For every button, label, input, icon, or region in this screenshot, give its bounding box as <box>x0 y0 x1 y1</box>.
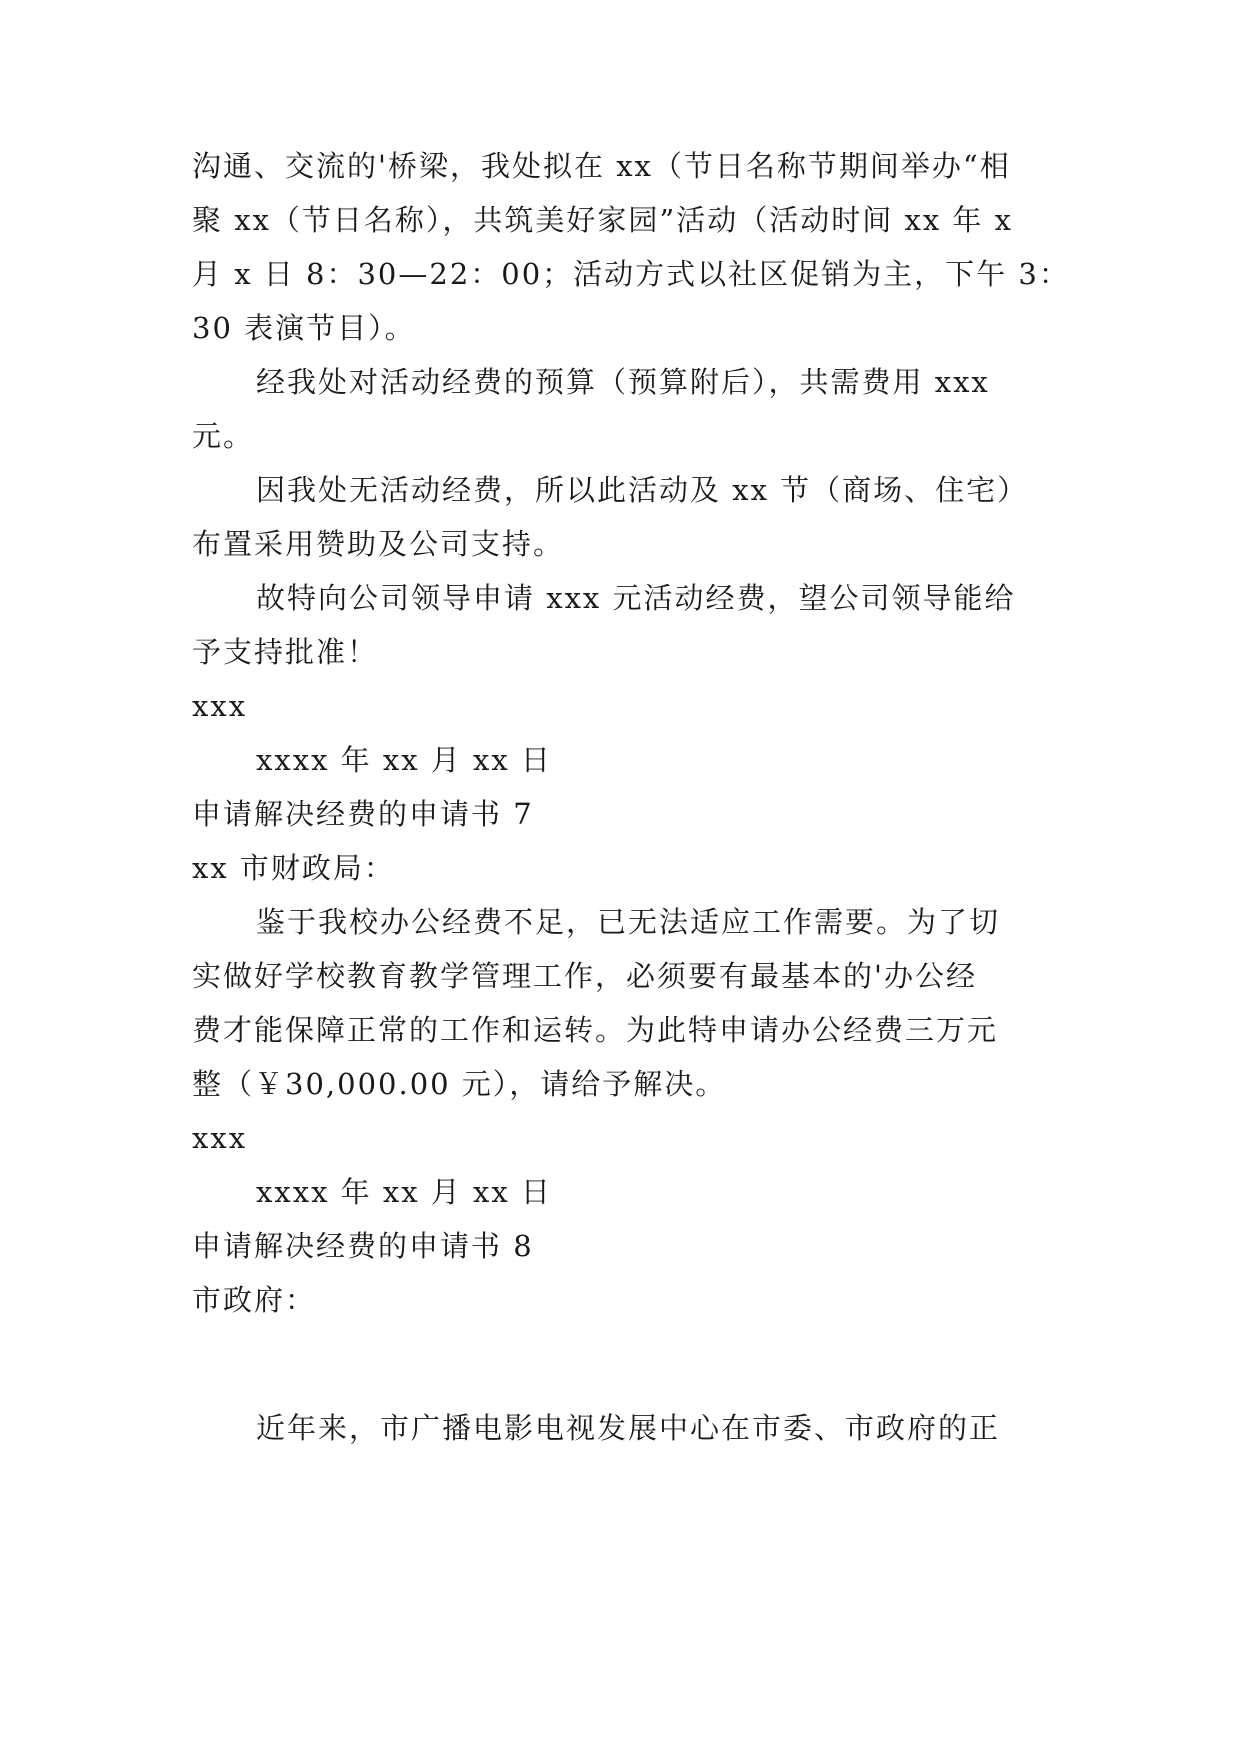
recipient: 市政府： <box>192 1283 317 1317</box>
text-line: 月 x 日 8：30—22：00；活动方式以社区促销为主，下午 3： <box>192 257 1070 291</box>
section-title: 申请解决经费的申请书 8 <box>192 1229 534 1263</box>
text-line: 元。 <box>192 419 255 453</box>
text-line: 整（￥30,000.00 元），请给予解决。 <box>192 1067 727 1101</box>
signature: xxx <box>192 689 248 723</box>
text-line: 实做好学校教育教学管理工作，必须要有最基本的'办公经 <box>192 959 977 993</box>
text-line: 聚 xx（节日名称），共筑美好家园”活动（活动时间 xx 年 x <box>192 203 1013 237</box>
text-line: 予支持批准！ <box>192 635 379 669</box>
text-line: 30 表演节目）。 <box>192 311 416 345</box>
section-title: 申请解决经费的申请书 7 <box>192 797 534 831</box>
date-line: xxxx 年 xx 月 xx 日 <box>256 1175 552 1209</box>
paragraph-start: 经我处对活动经费的预算（预算附后），共需费用 xxx <box>256 365 990 399</box>
recipient: xx 市财政局： <box>192 851 395 885</box>
text-line: 沟通、交流的'桥梁，我处拟在 xx（节日名称节期间举办“相 <box>192 149 1011 183</box>
text-line: 布置采用赞助及公司支持。 <box>192 527 565 561</box>
paragraph-start: 鉴于我校办公经费不足，已无法适应工作需要。为了切 <box>256 905 1001 939</box>
date-line: xxxx 年 xx 月 xx 日 <box>256 743 552 777</box>
paragraph-start: 因我处无活动经费，所以此活动及 xx 节（商场、住宅） <box>256 473 1029 507</box>
text-line: 费才能保障正常的工作和运转。为此特申请办公经费三万元 <box>192 1013 999 1047</box>
paragraph-start: 近年来，市广播电影电视发展中心在市委、市政府的正 <box>256 1411 1001 1445</box>
paragraph-start: 故特向公司领导申请 xxx 元活动经费，望公司领导能给 <box>256 581 1016 615</box>
signature: xxx <box>192 1121 248 1155</box>
